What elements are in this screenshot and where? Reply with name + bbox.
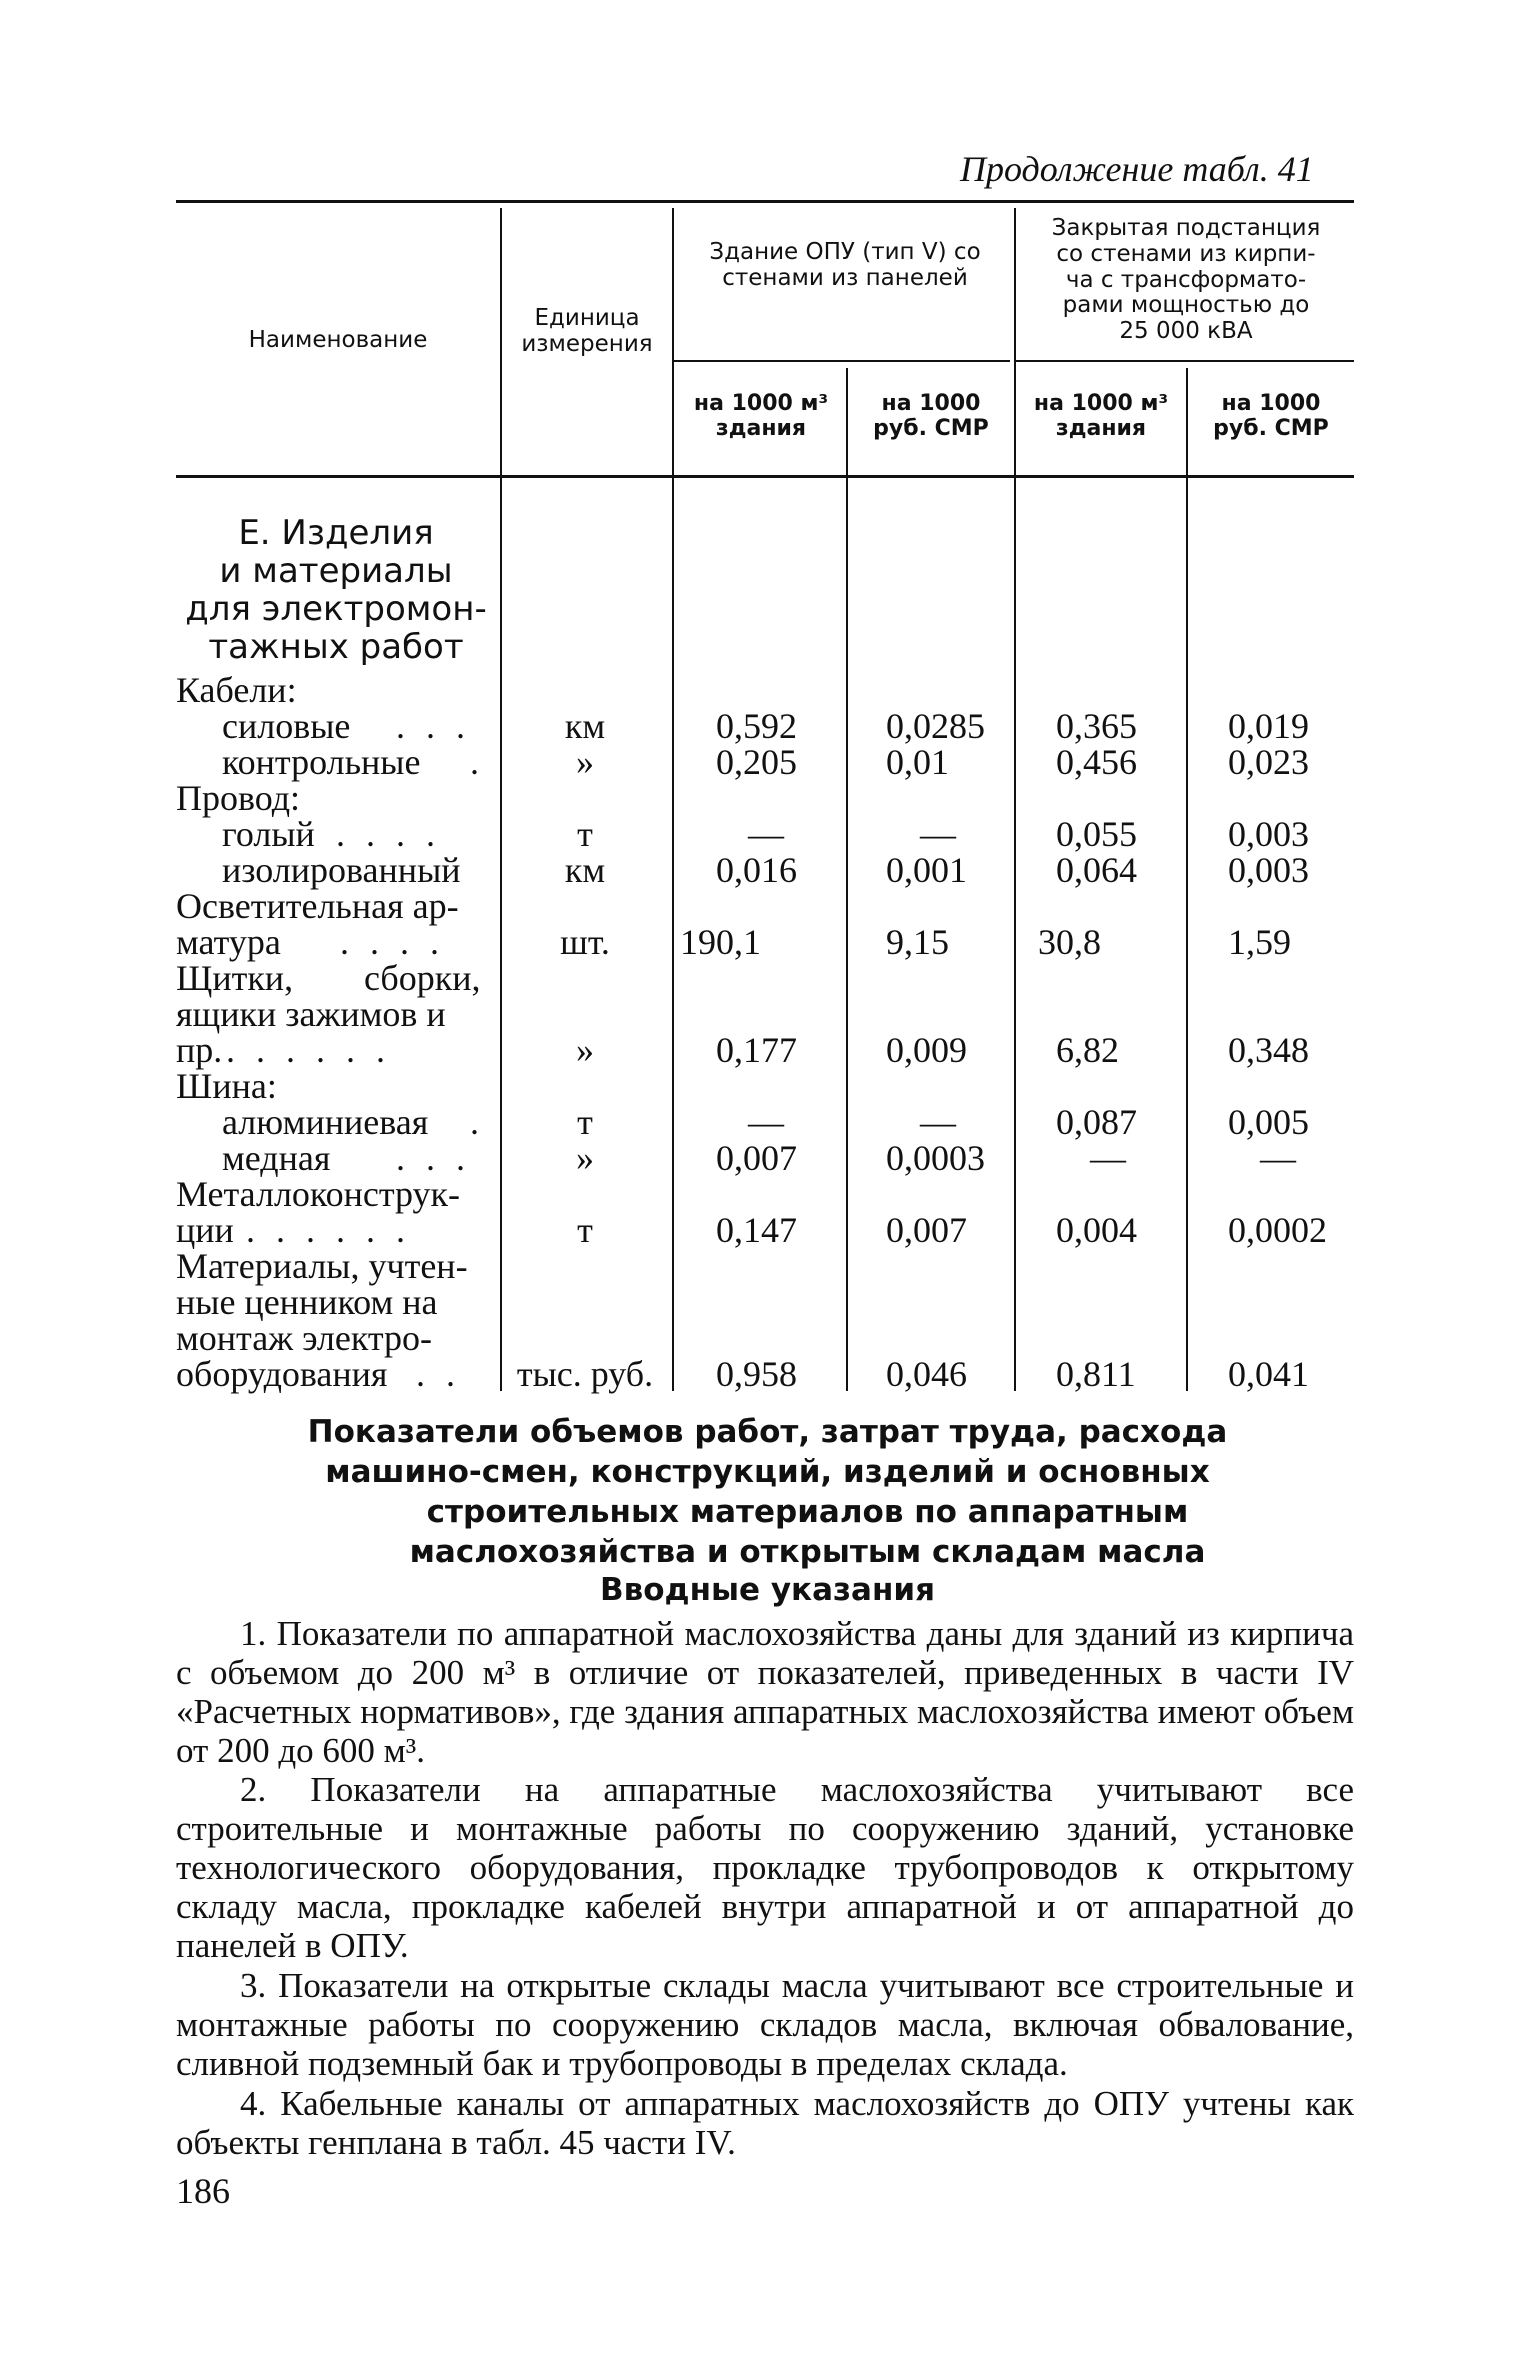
table-cell: 0,0285 bbox=[886, 706, 985, 746]
row-label-power: силовые bbox=[222, 706, 351, 746]
unit-aluminum: т bbox=[577, 1102, 593, 1142]
table-cell: — bbox=[1090, 1138, 1126, 1178]
unit-copper: » bbox=[576, 1138, 594, 1178]
paragraph-4: 4. Кабельные каналы от аппаратных маслохозяйств до ОПУ учтены как объекты генплана в табл. 45 части IV. bbox=[176, 2084, 1354, 2162]
header-bottom-rule bbox=[176, 475, 1354, 478]
table-cell: 0,064 bbox=[1056, 850, 1137, 890]
row-label-materials-3: монтаж электро- bbox=[176, 1318, 432, 1358]
column-rule-4 bbox=[1014, 208, 1016, 1391]
row-label-boards-2: ящики зажимов и bbox=[176, 994, 446, 1034]
table-cell: 0,365 bbox=[1056, 706, 1137, 746]
table-cell: 6,82 bbox=[1056, 1030, 1119, 1070]
row-label-materials-1: Материалы, учтен- bbox=[176, 1246, 468, 1286]
table-cell: 0,041 bbox=[1228, 1354, 1309, 1394]
header-group-substation: Закрытая подстанция со стенами из кирпи- ча с трансформато- рами мощностью до 25 000 кВА bbox=[1051, 215, 1321, 344]
table-cell: 0,005 bbox=[1228, 1102, 1309, 1142]
row-label-materials-2: ные ценником на bbox=[176, 1282, 438, 1322]
table-cell: 0,023 bbox=[1228, 742, 1309, 782]
table-top-rule bbox=[176, 200, 1354, 203]
row-label-lighting-2: матура bbox=[176, 922, 281, 962]
header-unit: Единица измерения bbox=[521, 305, 653, 357]
table-cell: 190,1 bbox=[680, 922, 761, 962]
subtitle-introductory-notes: Вводные указания bbox=[600, 1572, 935, 1608]
group-label-wire: Провод: bbox=[176, 778, 301, 818]
table-cell: 0,007 bbox=[886, 1210, 967, 1250]
row-label-copper: медная bbox=[222, 1138, 331, 1178]
leader-dots: . . . bbox=[396, 1138, 471, 1178]
unit-materials: тыс. руб. bbox=[516, 1354, 654, 1394]
header-group-rule-1 bbox=[674, 360, 1010, 362]
table-cell: 0,055 bbox=[1056, 814, 1137, 854]
leader-dots: . . . . . . bbox=[246, 1210, 411, 1250]
unit-control: » bbox=[576, 742, 594, 782]
leader-dots: . bbox=[470, 1102, 485, 1142]
table-cell: 0,592 bbox=[716, 706, 797, 746]
unit-power: км bbox=[564, 706, 606, 746]
unit-bare: т bbox=[577, 814, 593, 854]
row-label-boards-1a: Щитки, bbox=[176, 958, 294, 998]
table-cell: 0,001 bbox=[886, 850, 967, 890]
table-cell: 0,087 bbox=[1056, 1102, 1137, 1142]
group-label-bus: Шина: bbox=[176, 1066, 277, 1106]
leader-dots: . . . . bbox=[340, 922, 445, 962]
row-label-bare: голый bbox=[222, 814, 315, 854]
group-label-cables: Кабели: bbox=[176, 670, 297, 710]
table-cell: — bbox=[920, 814, 956, 854]
table-cell: — bbox=[748, 1102, 784, 1142]
table-cell: 30,8 bbox=[1038, 922, 1101, 962]
header-name: Наименование bbox=[248, 327, 428, 353]
leader-dots: . bbox=[470, 742, 485, 782]
section-title: Показатели объемов работ, затрат труда, расхода машино-смен, конструкций, изделий и основных строительных материалов по аппаратным маслохозяйства и открытым складам масла bbox=[307, 1414, 1228, 1570]
row-label-lighting-1: Осветительная ар- bbox=[176, 886, 459, 926]
leader-dots: . . . . bbox=[336, 814, 441, 854]
header-group-rule-2 bbox=[1016, 360, 1354, 362]
column-rule-2 bbox=[672, 208, 674, 1391]
paragraph-1: 1. Показатели по аппаратной маслохозяйства даны для зданий из кирпича с объемом до 200 м³ в отличие от показателей, приведенных в части IV «Расчетных нормативов», где здания аппаратных маслохозяйства имеют объем от 200 до 600 м³. bbox=[176, 1614, 1354, 1770]
table-cell: 0,958 bbox=[716, 1354, 797, 1394]
table-cell: 0,348 bbox=[1228, 1030, 1309, 1070]
column-rule-3 bbox=[846, 368, 848, 1391]
table-cell: 9,15 bbox=[886, 922, 949, 962]
unit-insulated: км bbox=[564, 850, 606, 890]
table-cell: 0,019 bbox=[1228, 706, 1309, 746]
section-heading: Е. Изделия и материалы для электромон- тажных работ bbox=[185, 513, 487, 667]
paragraph-3: 3. Показатели на открытые склады масла учитывают все строительные и монтажные работы по сооружению складов масла, включая обвалование, сливной подземный бак и трубопроводы в пределах склада. bbox=[176, 1966, 1354, 2083]
table-cell: 1,59 bbox=[1228, 922, 1291, 962]
row-label-control: контрольные bbox=[222, 742, 421, 782]
table-cell: 0,003 bbox=[1228, 814, 1309, 854]
row-label-metal-2: ции bbox=[176, 1210, 234, 1250]
leader-dots: . . bbox=[416, 1354, 461, 1394]
table-cell: 0,147 bbox=[716, 1210, 797, 1250]
leader-dots: . . . bbox=[396, 706, 471, 746]
table-cell: — bbox=[1260, 1138, 1296, 1178]
table-cell: 0,0002 bbox=[1228, 1210, 1327, 1250]
page-number: 186 bbox=[176, 2171, 230, 2211]
table-cell: 0,01 bbox=[886, 742, 949, 782]
unit-lighting: шт. bbox=[560, 922, 610, 962]
table-cell: 0,046 bbox=[886, 1354, 967, 1394]
table-cell: 0,205 bbox=[716, 742, 797, 782]
header-sub-3: на 1000 м³ здания bbox=[1033, 391, 1169, 441]
paragraph-2: 2. Показатели на аппаратные маслохозяйства учитывают все строительные и монтажные работы по сооружению зданий, установке технологического оборудования, прокладке трубопроводов к открытому складу масла, прокладке кабелей внутри аппаратной и от аппаратной до панелей в ОПУ. bbox=[176, 1770, 1354, 1965]
table-cell: 0,007 bbox=[716, 1138, 797, 1178]
table-cell: 0,009 bbox=[886, 1030, 967, 1070]
row-label-insulated: изолированный bbox=[222, 850, 461, 890]
row-label-metal-1: Металлоконструк- bbox=[176, 1174, 460, 1214]
unit-metal: т bbox=[577, 1210, 593, 1250]
header-sub-4: на 1000 руб. СМР bbox=[1213, 391, 1329, 441]
table-cell: 0,016 bbox=[716, 850, 797, 890]
table-cell: 0,177 bbox=[716, 1030, 797, 1070]
leader-dots: . . . . . . bbox=[226, 1030, 391, 1070]
table-cell: 0,003 bbox=[1228, 850, 1309, 890]
table-cell: 0,456 bbox=[1056, 742, 1137, 782]
header-sub-1: на 1000 м³ здания bbox=[693, 391, 829, 441]
table-cell: 0,811 bbox=[1056, 1354, 1136, 1394]
table-cell: — bbox=[748, 814, 784, 854]
column-rule-5 bbox=[1186, 368, 1188, 1391]
row-label-boards-1b: сборки, bbox=[364, 958, 481, 998]
unit-boards: » bbox=[576, 1030, 594, 1070]
header-sub-2: на 1000 руб. СМР bbox=[873, 391, 989, 441]
row-label-aluminum: алюминиевая bbox=[222, 1102, 429, 1142]
table-cell: — bbox=[920, 1102, 956, 1142]
header-group-opu: Здание ОПУ (тип V) со стенами из панелей bbox=[709, 239, 981, 291]
table-cell: 0,004 bbox=[1056, 1210, 1137, 1250]
table-continuation-caption: Продолжение табл. 41 bbox=[960, 149, 1314, 189]
row-label-materials-4: оборудования bbox=[176, 1354, 388, 1394]
table-cell: 0,0003 bbox=[886, 1138, 985, 1178]
row-label-boards-3: пр. bbox=[176, 1030, 223, 1070]
